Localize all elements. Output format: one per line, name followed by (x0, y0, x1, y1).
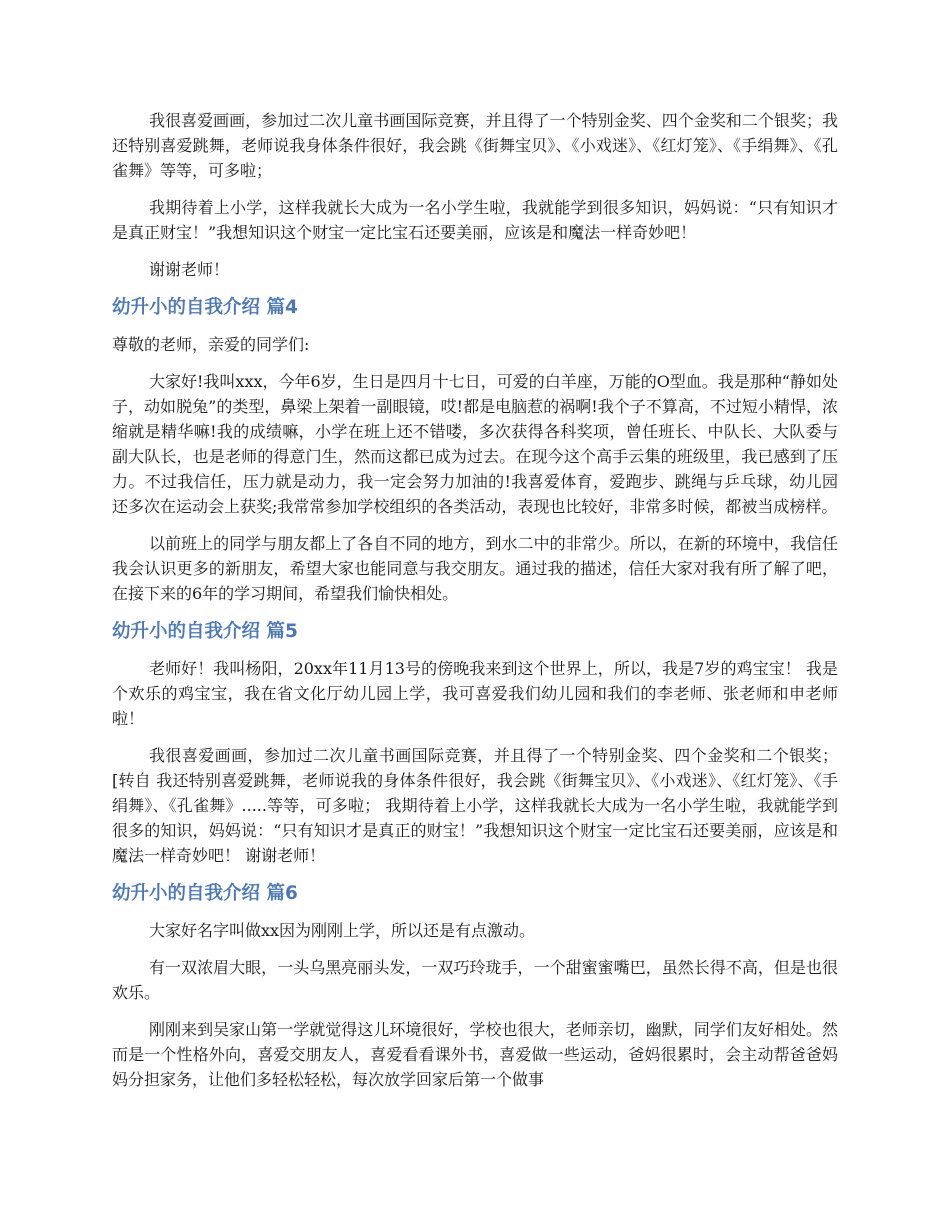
paragraph: 我很喜爱画画，参加过二次儿童书画国际竞赛，并且得了一个特别金奖、四个金奖和二个银奖；我还特别喜爱跳舞，老师说我身体条件很好，我会跳《街舞宝贝》、《小戏迷》、《红灯笼》、《手绢舞》、《孔雀舞》等等，可多啦； (112, 111, 838, 180)
paragraph: 大家好名字叫做xx因为刚刚上学，所以还是有点激动。 (149, 921, 536, 940)
paragraph: 我期待着上小学，这样我就长大成为一名小学生啦，我就能学到很多知识，妈妈说：“只有知识才是真正财宝！”我想知识这个财宝一定比宝石还要美丽，应该是和魔法一样奇妙吧！ (112, 198, 838, 242)
paragraph: 刚刚来到吴家山第一学就觉得这儿环境很好，学校也很大，老师亲切，幽默，同学们友好相处。然而是一个性格外向，喜爱交朋友人，喜爱看看课外书，喜爱做一些运动，爸妈很累时，会主动帮爸爸妈妈分担家务，让他们多轻松轻松，每次放学回家后第一个做事 (112, 1020, 838, 1089)
paragraph: 我很喜爱画画，参加过二次儿童书画国际竞赛，并且得了一个特别金奖、四个金奖和二个银奖；[转自 我还特别喜爱跳舞，老师说我的身体条件很好，我会跳《街舞宝贝》、《小戏迷》、《红灯笼》、《手绢舞》、《孔雀舞》.....等等，可多啦； 我期待着上小学，这样我就长大成为一名小学生啦，我就能学到很多的知识，妈妈说：“只有知识才是真正的财宝！”我想知识这个财宝一定比宝石还要美丽，应该是和魔法一样奇妙吧！ 谢谢老师！ (112, 746, 838, 865)
paragraph: 以前班上的同学与朋友都上了各自不同的地方，到水二中的非常少。所以，在新的环境中，我信任我会认识更多的新朋友，希望大家也能同意与我交朋友。通过我的描述，信任大家对我有所了解了吧，在接下来的6年的学习期间，希望我们愉快相处。 (112, 534, 838, 603)
section-heading: 幼升小的自我介绍 篇4 (112, 297, 298, 318)
paragraph: 大家好!我叫xxx，今年6岁，生日是四月十七日，可爱的白羊座，万能的O型血。我是那种“静如处子，动如脱兔”的类型，鼻梁上架着一副眼镜，哎!都是电脑惹的祸啊!我个子不算高，不过短小精悍，浓缩就是精华嘛!我的成绩嘛，小学在班上还不错喽，多次获得各科奖项，曾任班长、中队长、大队委与副大队长，也是老师的得意门生，然而这都已成为过去。在现今这个高手云集的班级里，我已感到了压力。不过我信任，压力就是动力，我一定会努力加油的!我喜爱体育，爱跑步、跳绳与乒乓球，幼儿园还多次在运动会上获奖;我常常参加学校组织的各类活动，表现也比较好，非常多时候，都被当成榜样。 (112, 372, 838, 516)
paragraph: 有一双浓眉大眼，一头乌黑亮丽头发，一双巧玲珑手，一个甜蜜蜜嘴巴，虽然长得不高，但是也很欢乐。 (112, 958, 838, 1002)
salutation: 尊敬的老师，亲爱的同学们: (112, 335, 310, 354)
document-page (112, 108, 838, 1104)
paragraph: 老师好！我叫杨阳，20xx年11月13号的傍晚我来到这个世界上，所以，我是7岁的鸡宝宝！ 我是个欢乐的鸡宝宝，我在省文化厅幼儿园上学，我可喜爱我们幼儿园和我们的李老师、张老师和申老师啦！ (112, 659, 838, 728)
section-heading: 幼升小的自我介绍 篇6 (112, 883, 298, 904)
paragraph: 谢谢老师！ (149, 260, 230, 279)
section-heading: 幼升小的自我介绍 篇5 (112, 621, 298, 642)
